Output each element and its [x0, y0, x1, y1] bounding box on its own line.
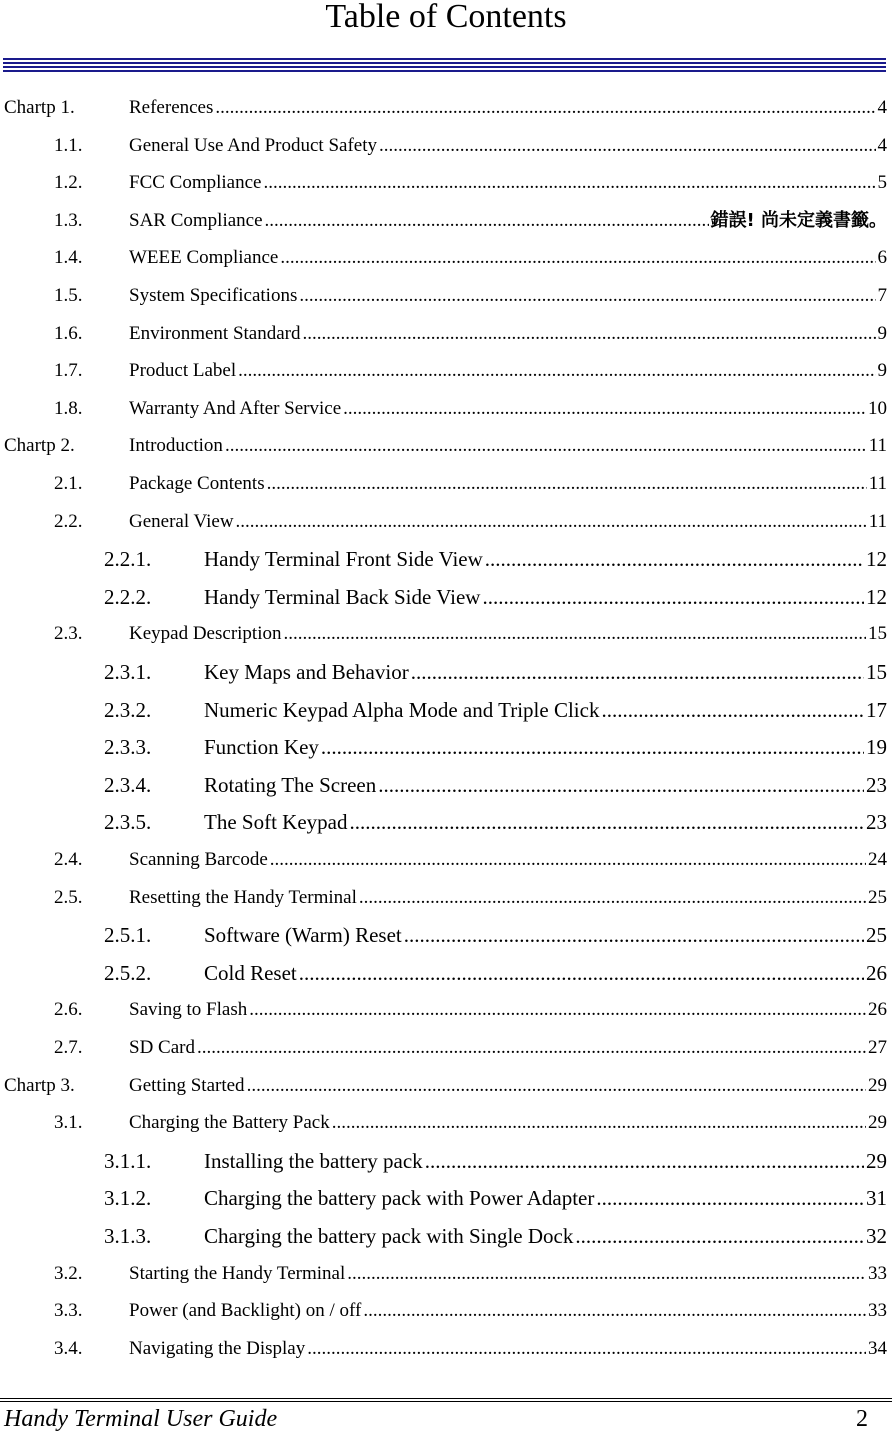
- toc-entry-title: Handy Terminal Back Side View: [204, 584, 481, 609]
- toc-entry-page: 19: [866, 735, 887, 760]
- toc-leader-dots: [596, 1186, 864, 1210]
- toc-entry-title: Package Contents: [129, 473, 265, 494]
- toc-leader-dots: [378, 773, 864, 797]
- toc-leader-dots: [303, 322, 876, 346]
- toc-entry[interactable]: [54, 1331, 887, 1361]
- toc-leader-dots: [267, 472, 867, 496]
- toc-entry-title: Navigating the Display: [129, 1337, 306, 1359]
- toc-entry-number: Chartp 1.: [4, 97, 75, 118]
- toc-leader-dots: [482, 585, 864, 609]
- toc-entry[interactable]: [54, 165, 887, 195]
- toc-entry[interactable]: [54, 842, 887, 872]
- toc-entry[interactable]: [54, 992, 887, 1022]
- toc-leader-dots: [238, 359, 875, 383]
- toc-entry-number: 2.3.1.: [104, 660, 152, 684]
- toc-entry-title: The Soft Keypad: [204, 810, 348, 835]
- toc-entry-page: 15: [866, 660, 887, 684]
- toc-entry-number: 2.5.2.: [104, 960, 152, 985]
- toc-entry[interactable]: [104, 541, 887, 571]
- toc-entry[interactable]: [4, 428, 887, 458]
- toc-entry-number: 3.4.: [54, 1337, 83, 1359]
- toc-entry-number: 2.4.: [54, 849, 83, 870]
- toc-leader-dots: [363, 1299, 866, 1323]
- toc-entry-title: FCC Compliance: [129, 172, 262, 194]
- toc-entry-title: References: [129, 97, 214, 118]
- toc-entry-page: 7: [877, 285, 887, 306]
- toc-entry[interactable]: [104, 692, 887, 722]
- toc-entry[interactable]: [4, 90, 887, 120]
- toc-leader-dots: [404, 923, 864, 947]
- toc-entry[interactable]: [54, 1105, 887, 1135]
- toc-entry-title: Rotating The Screen: [204, 772, 377, 797]
- toc-entry-title: Handy Terminal Front Side View: [204, 547, 483, 572]
- toc-entry-title: Cold Reset: [204, 960, 297, 985]
- toc-leader-dots: [263, 171, 875, 195]
- toc-entry-title: Charging the Battery Pack: [129, 1112, 330, 1134]
- toc-leader-dots: [379, 134, 876, 158]
- toc-entry-title: WEEE Compliance: [129, 247, 279, 269]
- toc-entry-number: 3.1.3.: [104, 1224, 152, 1248]
- toc-entry-page: 23: [866, 772, 887, 797]
- toc-entry[interactable]: [104, 729, 887, 759]
- toc-entry-title: Software (Warm) Reset: [204, 923, 402, 948]
- toc-entry-number: 2.7.: [54, 1037, 83, 1058]
- toc-entry-title: Charging the battery pack with Single Dock: [204, 1224, 574, 1248]
- toc-entry-number: 3.3.: [54, 1300, 83, 1322]
- toc-leader-dots: [485, 547, 864, 571]
- toc-entry-number: 3.1.2.: [104, 1186, 152, 1211]
- toc-entry-title: Charging the battery pack with Power Adapter: [204, 1186, 595, 1211]
- toc-entry-number: 1.3.: [54, 209, 83, 231]
- toc-entry-page: 29: [868, 1074, 887, 1096]
- toc-entry-number: 1.6.: [54, 322, 83, 344]
- toc-leader-dots: [321, 735, 864, 759]
- toc-entry[interactable]: [104, 1143, 887, 1173]
- toc-entry-title: Function Key: [204, 735, 319, 760]
- toc-entry[interactable]: [54, 316, 887, 346]
- toc-entry-number: 2.3.: [54, 623, 83, 645]
- toc-entry-page: 錯誤! 尚未定義書籤。: [710, 209, 887, 231]
- toc-entry-number: 3.1.1.: [104, 1148, 152, 1173]
- toc-entry-page: 11: [868, 510, 887, 532]
- toc-entry[interactable]: [54, 203, 887, 233]
- toc-entry-number: 2.6.: [54, 999, 83, 1021]
- toc-entry[interactable]: [104, 1180, 887, 1210]
- footer-divider: [0, 1398, 892, 1404]
- toc-entry[interactable]: [104, 654, 887, 684]
- toc-leader-dots: [299, 961, 864, 985]
- toc-entry-page: 32: [866, 1224, 887, 1248]
- toc-entry[interactable]: [104, 917, 887, 947]
- toc-entry-page: 31: [866, 1186, 887, 1211]
- toc-entry-title: System Specifications: [129, 285, 298, 306]
- toc-entry-title: General View: [129, 510, 234, 532]
- toc-entry-title: Getting Started: [129, 1074, 245, 1096]
- toc-entry-title: SD Card: [129, 1037, 195, 1058]
- toc-entry-page: 25: [868, 886, 887, 908]
- toc-entry-title: Starting the Handy Terminal: [129, 1262, 346, 1284]
- toc-entry-number: 2.3.5.: [104, 810, 152, 835]
- toc-leader-dots: [249, 998, 866, 1022]
- toc-entry[interactable]: [104, 955, 887, 985]
- toc-entry[interactable]: [54, 466, 887, 496]
- toc-leader-dots: [349, 810, 864, 834]
- title-divider: [3, 58, 886, 74]
- toc-entry-number: 2.3.2.: [104, 697, 152, 722]
- toc-entry-page: 9: [877, 360, 887, 382]
- toc-entry-title: Saving to Flash: [129, 999, 248, 1021]
- toc-leader-dots: [247, 1074, 866, 1098]
- toc-entry-page: 9: [877, 322, 887, 344]
- toc-entry-number: 1.2.: [54, 172, 83, 194]
- toc-entry-page: 34: [868, 1337, 887, 1359]
- toc-leader-dots: [575, 1224, 864, 1248]
- toc-entry-number: Chartp 3.: [4, 1074, 75, 1096]
- toc-entry[interactable]: [54, 1256, 887, 1286]
- toc-leader-dots: [236, 510, 867, 534]
- toc-entry-page: 12: [866, 547, 887, 572]
- toc-entry-page: 27: [868, 1037, 887, 1058]
- toc-entry-number: 2.3.4.: [104, 772, 152, 797]
- toc-entry-number: 1.4.: [54, 247, 83, 269]
- toc-entry-title: Product Label: [129, 360, 237, 382]
- toc-entry-page: 4: [877, 134, 887, 156]
- toc-leader-dots: [283, 622, 866, 646]
- toc-entry-title: Installing the battery pack: [204, 1148, 423, 1173]
- toc-entry[interactable]: [54, 616, 887, 646]
- toc-entry[interactable]: [54, 128, 887, 158]
- toc-leader-dots: [359, 886, 866, 910]
- toc-entry-page: 33: [868, 1300, 887, 1322]
- toc-entry[interactable]: [54, 504, 887, 534]
- toc-entry[interactable]: [104, 579, 887, 609]
- toc-entry-page: 12: [866, 584, 887, 609]
- toc-entry-page: 6: [877, 247, 887, 269]
- toc-entry-number: 1.7.: [54, 360, 83, 382]
- toc-leader-dots: [270, 848, 866, 872]
- toc-entry-page: 5: [877, 172, 887, 194]
- toc-entry-number: 1.5.: [54, 285, 83, 306]
- toc-leader-dots: [299, 284, 875, 308]
- toc-entry-page: 11: [868, 435, 887, 457]
- toc-entry-number: 2.2.1.: [104, 547, 152, 572]
- toc-entry-title: Keypad Description: [129, 623, 282, 645]
- toc-entry-page: 25: [866, 923, 887, 948]
- toc-entry[interactable]: [54, 391, 887, 421]
- toc-leader-dots: [347, 1262, 866, 1286]
- toc-leader-dots: [265, 209, 709, 233]
- toc-leader-dots: [343, 397, 866, 421]
- toc-entry-number: 1.1.: [54, 134, 83, 156]
- toc-entry-page: 10: [868, 397, 887, 419]
- footer-page-number: 2: [856, 1406, 868, 1432]
- toc-entry[interactable]: [54, 1030, 887, 1060]
- toc-entry-title: Power (and Backlight) on / off: [129, 1300, 362, 1322]
- toc-entry[interactable]: [104, 804, 887, 834]
- toc-entry-title: Numeric Keypad Alpha Mode and Triple Click: [204, 697, 600, 722]
- toc-leader-dots: [411, 660, 864, 684]
- toc-entry[interactable]: [54, 1293, 887, 1323]
- toc-entry[interactable]: [4, 1068, 887, 1098]
- toc-entry-title: Environment Standard: [129, 322, 301, 344]
- toc-entry-title: SAR Compliance: [129, 209, 263, 231]
- toc-entry[interactable]: [54, 880, 887, 910]
- toc-leader-dots: [215, 96, 875, 120]
- toc-entry-number: 2.2.: [54, 510, 83, 532]
- toc-entry-number: 3.1.: [54, 1112, 83, 1134]
- toc-leader-dots: [601, 698, 864, 722]
- toc-entry-page: 23: [866, 810, 887, 835]
- toc-entry-number: 2.3.3.: [104, 735, 152, 760]
- toc-leader-dots: [280, 246, 875, 270]
- toc-entry-title: General Use And Product Safety: [129, 134, 377, 156]
- footer-document-title: Handy Terminal User Guide: [4, 1406, 278, 1432]
- toc-leader-dots: [425, 1149, 864, 1173]
- toc-entry-number: Chartp 2.: [4, 435, 75, 457]
- toc-leader-dots: [332, 1111, 866, 1135]
- toc-entry-title: Introduction: [129, 435, 223, 457]
- toc-entry-number: 3.2.: [54, 1262, 83, 1284]
- toc-entry-page: 29: [868, 1112, 887, 1134]
- toc-entry-title: Resetting the Handy Terminal: [129, 886, 357, 908]
- toc-entry-page: 33: [868, 1262, 887, 1284]
- toc-entry-page: 17: [866, 697, 887, 722]
- toc-entry[interactable]: [54, 353, 887, 383]
- toc-entry[interactable]: [54, 278, 887, 308]
- toc-entry-page: 24: [868, 849, 887, 870]
- page-title: Table of Contents: [325, 0, 567, 35]
- toc-leader-dots: [307, 1337, 866, 1361]
- toc-entry-page: 26: [866, 960, 887, 985]
- toc-entry-number: 2.5.1.: [104, 923, 152, 948]
- toc-entry-page: 26: [868, 999, 887, 1021]
- toc-entry-number: 2.1.: [54, 473, 83, 494]
- toc-entry-page: 15: [868, 623, 887, 645]
- toc-leader-dots: [197, 1036, 866, 1060]
- toc-entry-page: 4: [877, 97, 887, 118]
- toc-entry-title: Key Maps and Behavior: [204, 660, 409, 684]
- toc-entry-title: Scanning Barcode: [129, 849, 268, 870]
- toc-entry-page: 29: [866, 1148, 887, 1173]
- toc-entry-title: Warranty And After Service: [129, 397, 342, 419]
- toc-leader-dots: [225, 434, 867, 458]
- toc-entry-page: 11: [868, 473, 887, 494]
- toc-entry-number: 2.5.: [54, 886, 83, 908]
- toc-entry[interactable]: [54, 240, 887, 270]
- toc-entry-number: 2.2.2.: [104, 584, 152, 609]
- toc-entry[interactable]: [104, 1218, 887, 1248]
- toc-entry-number: 1.8.: [54, 397, 83, 419]
- toc-entry[interactable]: [104, 767, 887, 797]
